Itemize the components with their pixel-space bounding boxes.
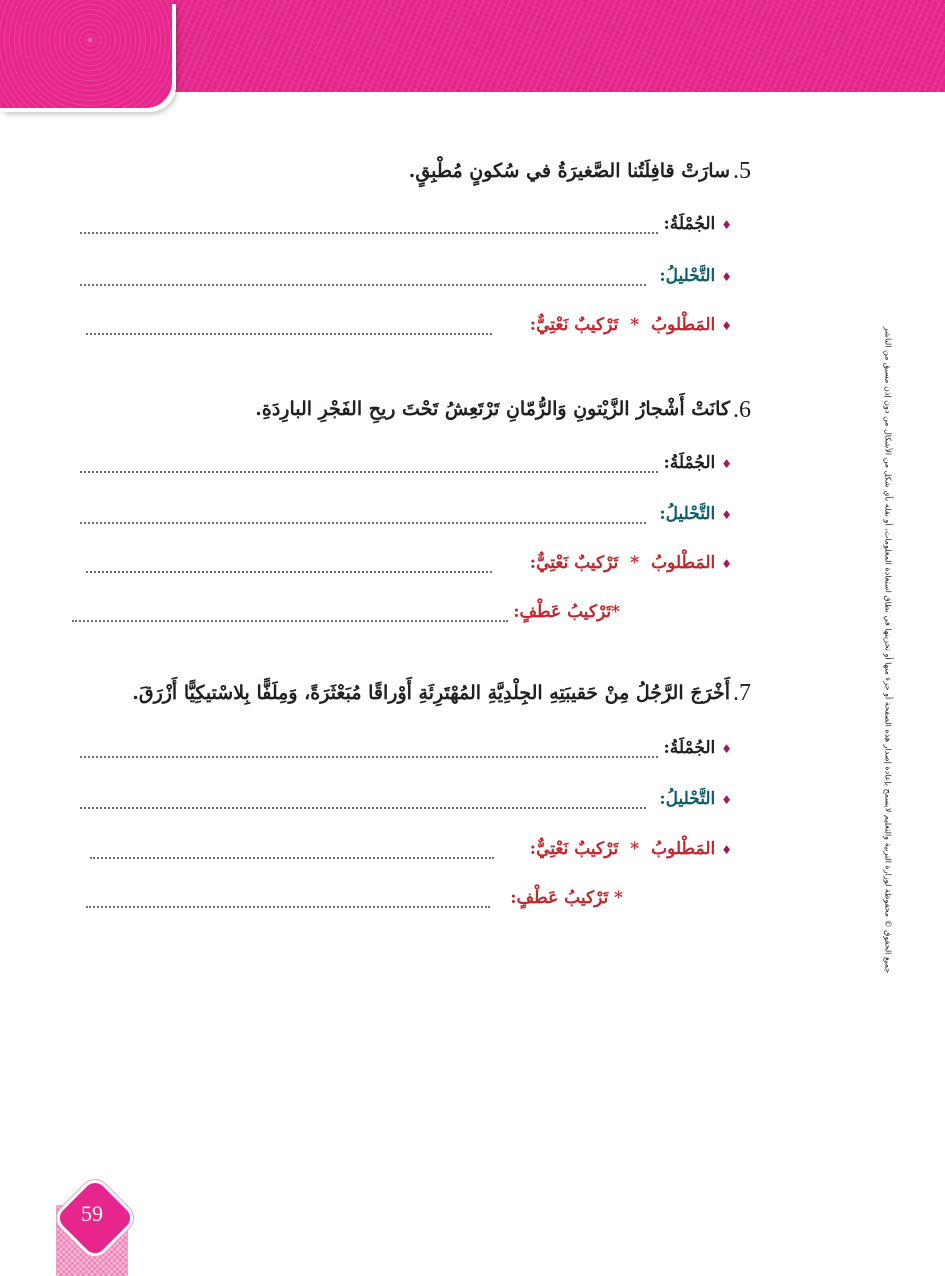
bullet-icon: ♦ — [721, 457, 732, 471]
answer-blank[interactable] — [90, 857, 494, 859]
corner-decoration — [0, 0, 172, 108]
matlub-label: المَطْلوبُ — [651, 553, 716, 573]
matlub-label: المَطْلوبُ — [651, 315, 716, 335]
question-number: .6 — [733, 397, 751, 423]
bullet-icon: ♦ — [721, 793, 732, 807]
matlub-label: المَطْلوبُ — [651, 839, 716, 859]
bullet-icon: ♦ — [721, 270, 732, 284]
bullet-icon: ♦ — [721, 508, 732, 522]
tahlil-label: التَّحْليلُ: — [659, 266, 716, 286]
copyright-note — [878, 300, 898, 1000]
answer-blank[interactable] — [86, 333, 492, 335]
star-mark: * — [630, 839, 640, 859]
answer-blank[interactable] — [86, 906, 490, 908]
question-sentence: سارَتْ قافِلَتُنا الصَّغيرَةُ في سُكونٍ مُطْبِقٍ. — [408, 160, 730, 182]
answer-blank[interactable] — [80, 522, 646, 524]
copyright-text: جميع الحقوق © محفوظة لوزارة التربية والتعليم لايسمح بإعادة إصدار هذه الصفحة أو جزء منها أو تخزينها في نطاق استعادة المعلومات، أو نقله بأي شكل من الأشكال من دون إذن مسبق من الناشر — [883, 326, 893, 974]
answer-line-jumla — [664, 214, 733, 234]
answer-blank[interactable] — [86, 571, 492, 573]
answer-line-matlub — [530, 553, 732, 573]
answer-blank[interactable] — [80, 807, 646, 809]
jumla-label: الجُمْلَةُ: — [663, 738, 716, 758]
question-sentence: كانَتْ أَشْجارُ الزَّيْتونِ وَالرُّمّانِ تَرْتَعِشُ تَحْتَ ريحِ الفَجْرِ البارِدَةِ. — [255, 398, 730, 420]
page-number-badge — [58, 1181, 126, 1249]
atf-label: * تَرْكيبُ عَطْفٍ: — [510, 888, 623, 908]
answer-line-atf — [510, 888, 623, 908]
answer-line-tahlil — [659, 266, 732, 286]
answer-line-jumla — [664, 738, 733, 758]
bullet-icon: ♦ — [721, 557, 732, 571]
question-sentence: أَخْرَجَ الرَّجُلُ مِنْ حَقيبَتِهِ الجِلْدِيَّةِ المُهْتَرِئَةِ أَوْراقًا مُبَعْثَرَةً، وَمِلَفًّا بِلاسْتيكِيًّا أَزْرَقَ. — [132, 682, 730, 704]
question-number: .5 — [733, 158, 751, 184]
answer-blank[interactable] — [80, 471, 658, 473]
star-mark: * — [630, 315, 640, 335]
jumla-label: الجُمْلَةُ: — [663, 453, 716, 473]
page-number: 59 — [81, 1201, 103, 1226]
question-number: .7 — [733, 680, 751, 706]
star-mark: * — [630, 553, 640, 573]
answer-line-atf — [513, 602, 620, 622]
jumla-label: الجُمْلَةُ: — [663, 214, 716, 234]
answer-blank[interactable] — [80, 284, 646, 286]
bullet-icon: ♦ — [721, 742, 732, 756]
bullet-icon: ♦ — [721, 319, 732, 333]
atf-label: *تَرْكيبُ عَطْفٍ: — [513, 602, 620, 622]
answer-blank[interactable] — [80, 232, 658, 234]
tahlil-label: التَّحْليلُ: — [659, 504, 716, 524]
answer-line-tahlil — [659, 504, 732, 524]
tahlil-label: التَّحْليلُ: — [659, 789, 716, 809]
answer-line-matlub — [530, 839, 732, 859]
naat-label: تَرْكيبٌ نَعْتِيٌّ: — [529, 839, 619, 859]
naat-label: تَرْكيبٌ نَعْتِيٌّ: — [529, 315, 619, 335]
bullet-icon: ♦ — [721, 843, 732, 857]
answer-line-tahlil — [659, 789, 732, 809]
answer-blank[interactable] — [72, 620, 508, 622]
naat-label: تَرْكيبٌ نَعْتِيٌّ: — [529, 553, 619, 573]
bullet-icon: ♦ — [721, 218, 732, 232]
answer-blank[interactable] — [80, 756, 658, 758]
header-band — [165, 0, 945, 92]
answer-line-jumla — [664, 453, 733, 473]
answer-line-matlub — [530, 315, 732, 335]
